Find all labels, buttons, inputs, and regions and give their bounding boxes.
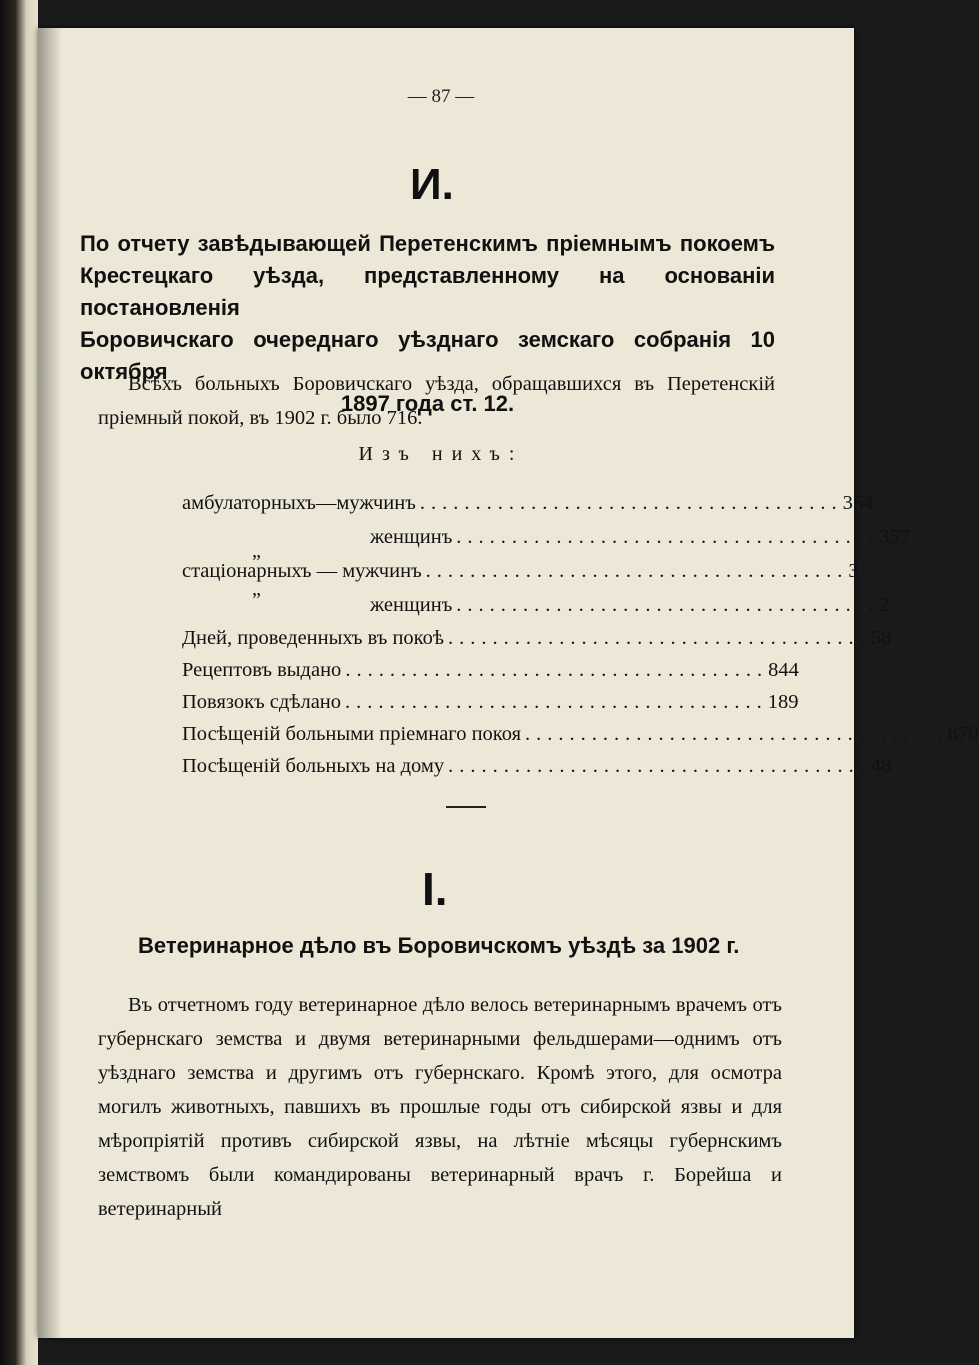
page-gutter-shadow xyxy=(38,28,62,1338)
heading-line-1: По отчету завѣдывающей Перетенскимъ пріемнымъ покоемъ xyxy=(80,231,775,256)
ditto-mark: „ xyxy=(252,578,261,600)
row-label: Посѣщеній больными пріемнаго покоя xyxy=(182,723,522,745)
row-label: Дней, проведенныхъ въ покоѣ xyxy=(182,627,444,649)
row-label: Повязокъ сдѣлано xyxy=(182,691,342,713)
row-label: амбулаторныхъ—мужчинъ xyxy=(182,492,416,514)
heading-line-4: 1897 года ст. 12. xyxy=(340,391,515,416)
row-label: Рецептовъ выдано xyxy=(182,659,342,681)
stats-row: женщинъ ...................................... 357 xyxy=(370,526,910,548)
section-letter-i2: I. xyxy=(422,863,448,915)
stats-row: стаціонарныхъ — мужчинъ ...................................... 3 xyxy=(182,560,859,582)
row-value: 48 xyxy=(870,755,892,777)
stats-row: Посѣщеній больными пріемнаго покоя ...................................... 870 xyxy=(182,723,979,745)
row-value: 870 xyxy=(947,723,979,745)
page-number: — 87 — xyxy=(407,86,475,107)
row-value: 354 xyxy=(842,492,874,514)
vet-text: Въ отчетномъ году ветеринарное дѣло велось ветеринарнымъ врачемъ отъ губернскаго земства и двумя ветеринарными фельдшерами—однимъ отъ уѣзднаго земства и другимъ отъ губернскаго. Кромѣ этого, для осмотра могилъ животныхъ, павшихъ въ прошлые годы отъ сибирской язвы и для мѣропріятій противъ сибирской язвы, на лѣтніе мѣсяцы губернскимъ земствомъ были командированы ветеринарный врачъ г. Борейша и ветеринарный xyxy=(98,994,782,1220)
vet-paragraph xyxy=(98,988,782,1226)
row-value: 3 xyxy=(848,560,859,582)
row-label: Посѣщеній больныхъ на дому xyxy=(182,755,445,777)
stats-row: Дней, проведенныхъ въ покоѣ ...................................... 58 xyxy=(182,627,892,649)
stats-row: Рецептовъ выдано ...................................... 844 xyxy=(182,659,799,681)
intro-paragraph xyxy=(98,367,775,435)
section-divider xyxy=(446,806,486,808)
row-label: стаціонарныхъ — мужчинъ xyxy=(182,560,422,582)
intro-text: Всѣхъ больныхъ Боровичскаго уѣзда, обращавшихся въ Перетенскій пріемный покой, въ 1902 г. было 716. xyxy=(98,373,775,429)
stats-row: амбулаторныхъ—мужчинъ ...................................... 354 xyxy=(182,492,874,514)
row-label: женщинъ xyxy=(370,526,453,548)
stats-row: Повязокъ сдѣлано ...................................... 189 xyxy=(182,691,799,713)
ditto-mark: „ xyxy=(252,540,261,562)
heading-line-2: Крестецкаго уѣзда, представленному на основаніи постановленія xyxy=(80,263,775,320)
row-value: 844 xyxy=(768,659,799,681)
row-value: 2 xyxy=(879,594,890,616)
stats-row: Посѣщеній больныхъ на дому ...................................... 48 xyxy=(182,755,892,777)
stats-row: женщинъ ...................................... 2 xyxy=(370,594,890,616)
row-value: 58 xyxy=(870,627,892,649)
vet-section-heading: Ветеринарное дѣло въ Боровичскомъ уѣздѣ за 1902 г. xyxy=(138,933,740,958)
book-spine-edge xyxy=(0,0,38,1365)
row-label: женщинъ xyxy=(370,594,453,616)
row-value: 357 xyxy=(879,526,910,548)
subheading-iz-nikh: Изъ нихъ: xyxy=(358,443,524,465)
heading-line-3: Боровичскаго очереднаго уѣзднаго земскаго собранія 10 октября xyxy=(80,327,775,384)
section-letter-i: И. xyxy=(410,160,454,209)
row-value: 189 xyxy=(767,691,799,713)
